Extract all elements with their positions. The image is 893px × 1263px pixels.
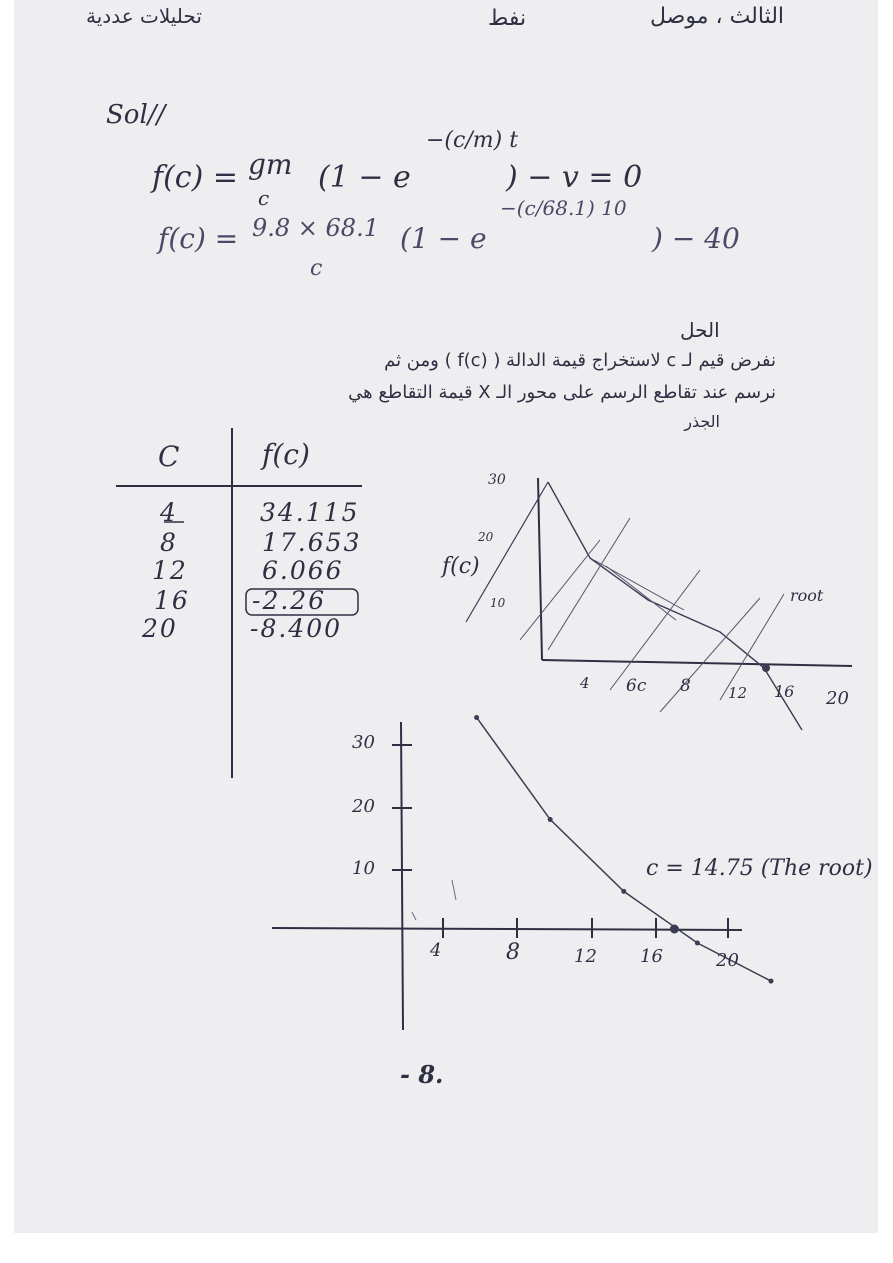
highlight-box <box>246 589 358 615</box>
sketch-root-point <box>762 664 770 672</box>
sketch-line <box>548 518 630 650</box>
sketch-line <box>520 540 600 640</box>
eq1-lhs: f(c) = <box>152 160 238 195</box>
stray-mark <box>452 880 456 900</box>
data-point <box>474 715 479 720</box>
eq2-numerator: 9.8 × 68.1 <box>252 214 379 242</box>
header-department: نفط <box>488 6 527 31</box>
eq1-denominator: c <box>258 186 270 210</box>
eq2-exponent: −(c/68.1) 10 <box>500 196 627 220</box>
root-result: c = 14.75 (The root) <box>646 856 873 881</box>
main-y-tick-label: 30 <box>352 732 375 753</box>
arabic-heading: الحل <box>680 318 720 342</box>
header-course-info: الثالث ، موصل <box>650 4 785 29</box>
page-number: - 8. <box>400 1060 444 1089</box>
table-cell-c: 4 <box>160 498 178 527</box>
eq1-numerator: gm <box>248 148 293 181</box>
sketch-y-axis <box>538 478 542 660</box>
function-curve <box>477 717 771 981</box>
sketch-root-label: root <box>790 586 824 605</box>
sketch-line <box>606 566 676 620</box>
table-cell-fc: 34.115 <box>260 498 360 527</box>
table-cell-fc: 17.653 <box>262 528 362 557</box>
root-point <box>670 925 679 934</box>
sketch-y-tick-label: 30 <box>488 472 506 488</box>
eq1-paren: (1 − e <box>318 160 411 195</box>
sketch-y-tick-label: 10 <box>490 596 506 610</box>
main-x-tick-label: 4 <box>430 940 442 961</box>
arabic-line-2: نرسم عند تقاطع الرسم على محور الـ X قيمة التقاطع هي <box>348 382 776 403</box>
main-y-axis <box>401 722 403 1030</box>
table-cell-c: 20 <box>142 614 178 643</box>
solution-label: Sol// <box>106 100 166 130</box>
sketch-x-tick-label: 12 <box>728 684 748 702</box>
table-header-c: C <box>158 440 180 473</box>
sketch-x-tick-label: 8 <box>680 676 691 696</box>
data-point <box>621 889 626 894</box>
data-point <box>769 979 774 984</box>
sketch-x-tick-label: 4 <box>580 674 590 692</box>
eq1-exponent: −(c/m) t <box>426 128 519 153</box>
table-cell-fc: -8.400 <box>250 614 343 643</box>
main-y-tick-label: 10 <box>352 858 375 879</box>
table-cell-c: 16 <box>154 586 190 615</box>
header-subject: تحليلات عددية <box>86 4 202 28</box>
main-x-tick-label: 16 <box>640 946 663 967</box>
sketch-x-axis <box>542 660 852 666</box>
eq2-lhs: f(c) = <box>158 222 239 255</box>
arabic-line-3: الجذر <box>684 412 720 431</box>
sketch-x-tick-label: 16 <box>774 682 795 701</box>
sketch-x-tick-label: 20 <box>826 688 849 709</box>
stray-mark <box>412 912 416 920</box>
arabic-line-1: نفرض قيم لـ c لاستخراج قيمة الدالة ( f(c) ) ومن ثم <box>384 350 776 371</box>
main-y-tick-label: 20 <box>352 796 375 817</box>
data-point <box>695 941 700 946</box>
eq2-denominator: c <box>310 256 323 281</box>
table-cell-c: 12 <box>152 556 188 585</box>
sketch-line <box>466 482 548 622</box>
main-x-tick-label: 20 <box>716 950 739 971</box>
main-x-tick-label: 8 <box>506 940 520 965</box>
sketch-curve <box>548 482 802 730</box>
eq2-tail: ) − 40 <box>652 222 740 255</box>
eq2-paren: (1 − e <box>400 222 487 255</box>
main-x-tick-label: 12 <box>574 946 597 967</box>
table-header-fc: f(c) <box>262 438 310 471</box>
sketch-y-label: f(c) <box>442 554 480 579</box>
data-point <box>548 817 553 822</box>
sketch-x-tick-label: 6c <box>626 676 647 696</box>
table-cell-fc: -2.26 <box>252 586 327 615</box>
table-cell-c: 8 <box>160 528 178 557</box>
eq1-tail: ) − v = 0 <box>506 160 643 195</box>
sketch-line <box>610 570 700 690</box>
sketch-y-tick-label: 20 <box>478 530 494 544</box>
table-cell-fc: 6.066 <box>262 556 344 585</box>
